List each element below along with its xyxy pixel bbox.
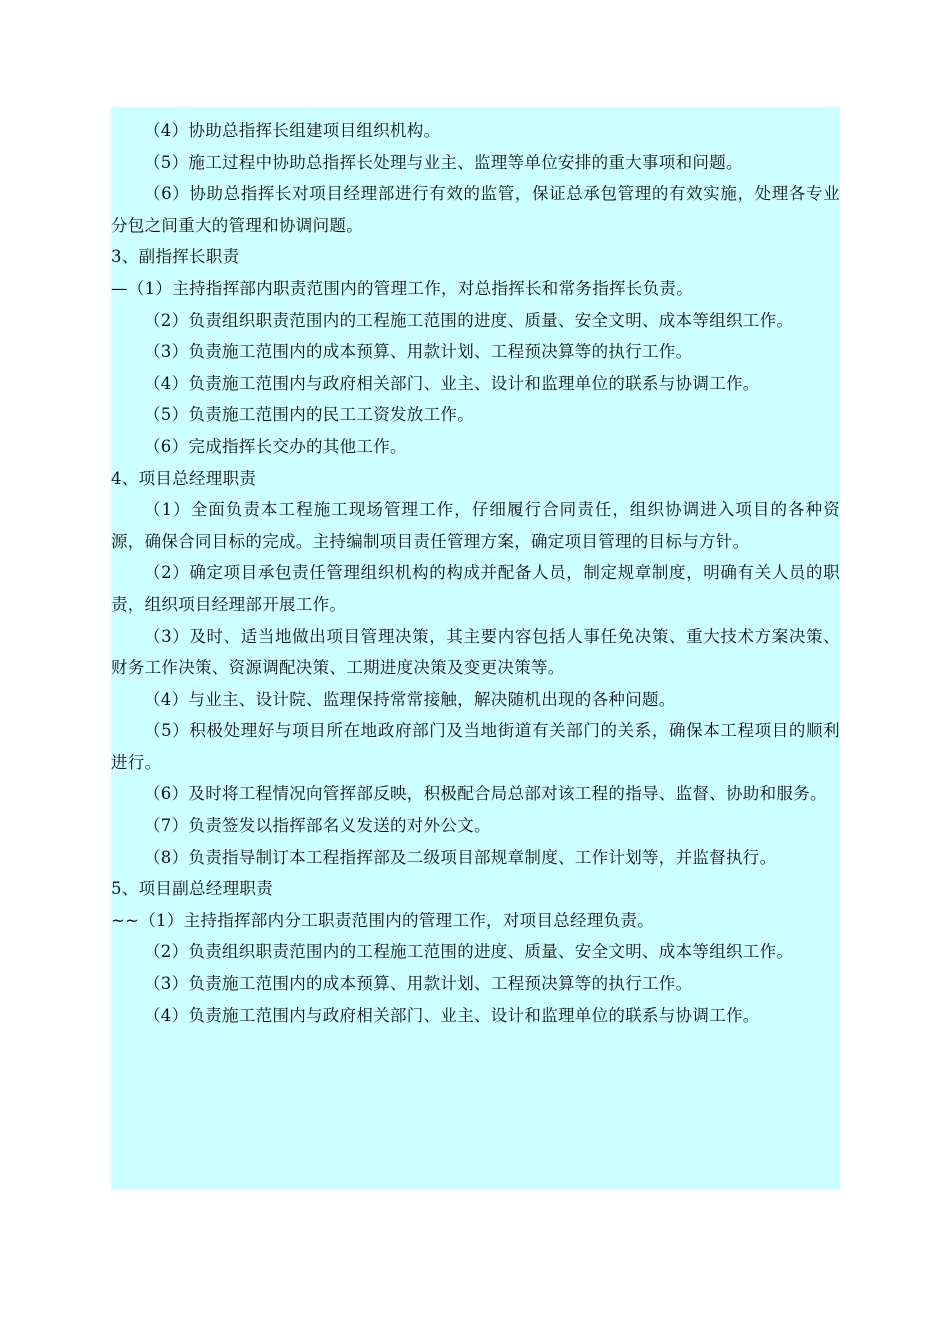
document-page [111,107,840,1190]
paragraph-5-1: ~~（1）主持指挥部内分工职责范围内的管理工作，对项目总经理负责。 [111,910,655,930]
paragraph-1-4: （4）协助总指挥长组建项目组织机构。 [144,121,441,140]
paragraph-1-6: （6）协助总指挥长对项目经理部进行有效的监管，保证总承包管理的有效实施，处理各专业分包之间重大的管理和协调问题。 [111,184,840,235]
paragraph-4-8: （8）负责指导制订本工程指挥部及二级项目部规章制度、工作计划等，并监督执行。 [144,847,777,867]
paragraph-4-1: （1）全面负责本工程施工现场管理工作，仔细履行合同责任，组织协调进入项目的各种资源，确保合同目标的完成。主持编制项目责任管理方案，确定项目管理的目标与方针。 [111,500,840,551]
paragraph-5-4: （4）负责施工范围内与政府相关部门、业主、设计和监理单位的联系与协调工作。 [144,1005,760,1025]
paragraph-5-2: （2）负责组织职责范围内的工程施工范围的进度、质量、安全文明、成本等组织工作。 [144,942,794,962]
paragraph-3-6: （6）完成指挥长交办的其他工作。 [144,436,407,456]
section-heading-3: 3、副指挥长职责 [111,247,240,267]
paragraph-4-4: （4）与业主、设计院、监理保持常常接触，解决随机出现的各种问题。 [144,689,676,709]
paragraph-3-5: （5）负责施工范围内的民工工资发放工作。 [144,405,474,425]
paragraph-4-2: （2）确定项目承包责任管理组织机构的构成并配备人员，制定规章制度，明确有关人员的职责，组织项目经理部开展工作。 [111,563,840,614]
paragraph-4-6: （6）及时将工程情况向管挥部反映，积极配合局总部对该工程的指导、监督、协助和服务。 [144,784,827,804]
paragraph-3-1: —（1）主持指挥部内职责范围内的管理工作，对总指挥长和常务指挥长负责。 [111,278,693,298]
paragraph-3-3: （3）负责施工范围内的成本预算、用款计划、工程预决算等的执行工作。 [144,342,693,362]
paragraph-3-4: （4）负责施工范围内与政府相关部门、业主、设计和监理单位的联系与协调工作。 [144,373,760,393]
paragraph-5-3: （3）负责施工范围内的成本预算、用款计划、工程预决算等的执行工作。 [144,974,693,994]
paragraph-3-2: （2）负责组织职责范围内的工程施工范围的进度、质量、安全文明、成本等组织工作。 [144,310,794,330]
paragraph-4-7: （7）负责签发以指挥部名义发送的对外公文。 [144,816,491,836]
paragraph-4-3: （3）及时、适当地做出项目管理决策，其主要内容包括人事任免决策、重大技术方案决策、财务工作决策、资源调配决策、工期进度决策及变更决策等。 [111,626,840,678]
document-body [111,115,840,1031]
section-heading-4: 4、项目总经理职责 [111,468,257,488]
section-heading-5: 5、项目副总经理职责 [111,879,273,899]
paragraph-4-5: （5）积极处理好与项目所在地政府部门及当地街道有关部门的关系，确保本工程项目的顺利进行。 [111,721,840,772]
paragraph-1-5: （5）施工过程中协助总指挥长处理与业主、监理等单位安排的重大事项和问题。 [144,152,743,172]
